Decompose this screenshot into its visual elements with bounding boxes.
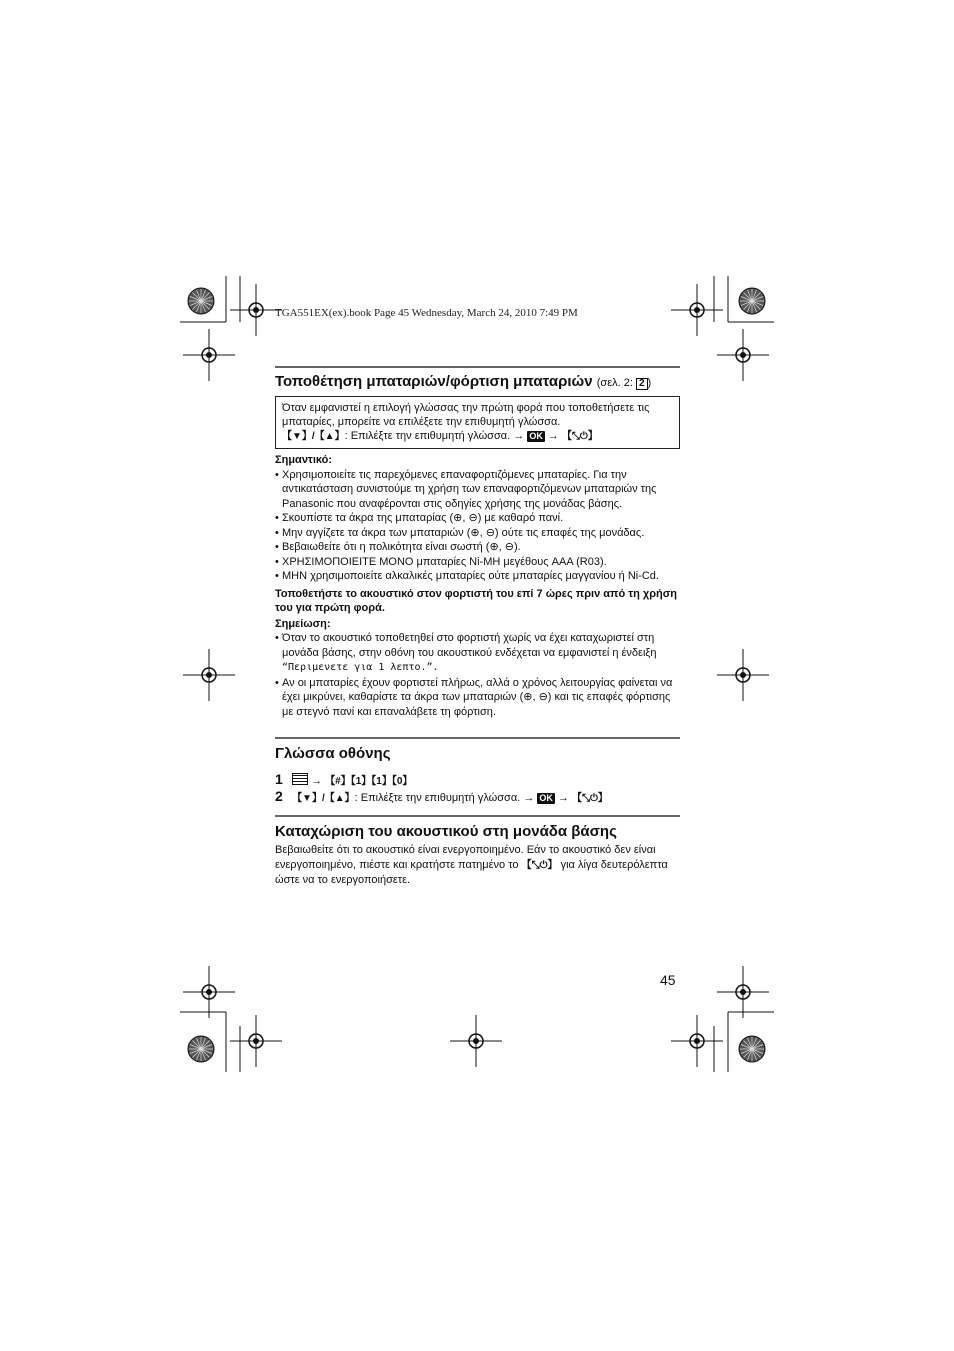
page-content: [275, 366, 680, 888]
keypad-sequence: 【#】【1】【1】【0】: [325, 776, 413, 787]
section-title-registration: Καταχώριση του ακουστικού στη μονάδα βάσης: [275, 823, 617, 840]
list-item: • Αν οι μπαταρίες έχουν φορτιστεί πλήρως, αλλά ο χρόνος λειτουργίας φαίνεται να έχει μικρύνει, καθαρίστε τα άκρα των μπαταριών (⊕, ⊖) και τις επαφές φόρτισης με στεγνό πανί και επαναλάβετε τη φόρτιση.: [275, 676, 680, 720]
print-meta-line: TGA551EX(ex).book Page 45 Wednesday, March 24, 2010 7:49 PM: [275, 307, 578, 319]
step-1: [275, 772, 680, 789]
list-item: • Σκουπίστε τα άκρα της μπαταρίας (⊕, ⊖) με καθαρό πανί.: [275, 511, 680, 526]
section-title-text: Τοποθέτηση μπαταριών/φόρτιση μπαταριών: [275, 373, 593, 390]
section-title-display-language: Γλώσσα οθόνης: [275, 745, 391, 762]
list-item: • ΧΡΗΣΙΜΟΠΟΙΕΙΤΕ ΜΟΝΟ μπαταρίες Ni-MH μεγέθους AAA (R03).: [275, 555, 680, 570]
menu-key-icon: [292, 773, 308, 785]
step-number: 1: [275, 771, 283, 787]
section-divider: [275, 366, 680, 368]
note-heading: Σημείωση:: [275, 617, 331, 630]
section-divider: [275, 815, 680, 817]
list-item: • Όταν το ακουστικό τοποθετηθεί στο φορτιστή χωρίς να έχει καταχωριστεί στη μονάδα βάσης, στην οθόνη του ακουστικού ενδέχεται να εμφανιστεί η ένδειξη “Περιμενετε για 1 λεπτο.”.: [275, 631, 680, 676]
section-divider: [275, 737, 680, 739]
important-list: [275, 468, 680, 584]
list-item: • ΜΗΝ χρησιμοποιείτε αλκαλικές μπαταρίες ούτε μπαταρίες μαγγανίου ή Ni-Cd.: [275, 569, 680, 584]
off-power-key-icon: 【⤡⏻】: [572, 793, 608, 804]
charge-notice: Τοποθετήστε το ακουστικό στον φορτιστή του επί 7 ώρες πριν από τη χρήση του για πρώτη φορά.: [275, 587, 678, 614]
step-number: 2: [275, 788, 283, 804]
step-2: 2 【▼】/【▲】: Επιλέξτε την επιθυμητή γλώσσα. → OK → 【⤡⏻】: [275, 788, 608, 804]
arrow-icon: →: [513, 430, 525, 442]
ok-key-icon: OK: [539, 793, 553, 803]
note-list: [275, 631, 680, 719]
off-power-key-icon: 【⤡⏻】: [521, 859, 558, 871]
list-item: • Χρησιμοποιείτε τις παρεχόμενες επαναφορτιζόμενες μπαταρίες. Για την αντικατάσταση συνιστούμε τη χρήση των επαναφορτιζόμενων μπαταριών της Panasonic που αναφέρονται στις οδηγίες χρήσης της μονάδας βάσης.: [275, 468, 680, 512]
arrow-icon: →: [547, 430, 559, 442]
registration-text: Βεβαιωθείτε ότι το ακουστικό είναι ενεργοποιημένο. Εάν το ακουστικό δεν είναι ενεργοποιημένο, πιέστε και κρατήστε πατημένο το 【⤡⏻】 για λίγα δευτερόλεπτα ώστε να το ενεργοποιήσετε.: [275, 844, 668, 886]
figure-number-box: 2: [636, 378, 648, 390]
navigation-keys: 【▼】/【▲】: [282, 431, 345, 442]
page-number: 45: [660, 972, 676, 988]
language-info-instruction: 【▼】/【▲】: Επιλέξτε την επιθυμητή γλώσσα. → OK → 【⤡⏻】: [282, 430, 598, 442]
display-message: “Περιμενετε για 1 λεπτο.”.: [282, 662, 439, 673]
important-heading: Σημαντικό:: [275, 454, 333, 466]
arrow-icon: →: [557, 792, 569, 804]
section-title-batteries: [275, 373, 680, 390]
list-item: • Μην αγγίζετε τα άκρα των μπαταριών (⊕, ⊖) ούτε τις επαφές της μονάδας.: [275, 526, 680, 541]
list-item: • Βεβαιωθείτε ότι η πολικότητα είναι σωστή (⊕, ⊖).: [275, 540, 680, 555]
language-info-box: [275, 396, 680, 449]
arrow-icon: →: [311, 775, 323, 787]
off-power-key-icon: 【⤡⏻】: [561, 431, 598, 442]
language-info-text: Όταν εμφανιστεί η επιλογή γλώσσας την πρώτη φορά που τοποθετήσετε τις μπαταρίες, μπορείτε να επιλέξετε την επιθυμητή γλώσσα.: [282, 402, 650, 428]
navigation-keys: 【▼】/【▲】: [292, 793, 355, 804]
ok-key-icon: OK: [529, 431, 543, 441]
page-reference: (σελ. 2: 2 ): [596, 377, 652, 389]
arrow-icon: →: [523, 792, 535, 804]
